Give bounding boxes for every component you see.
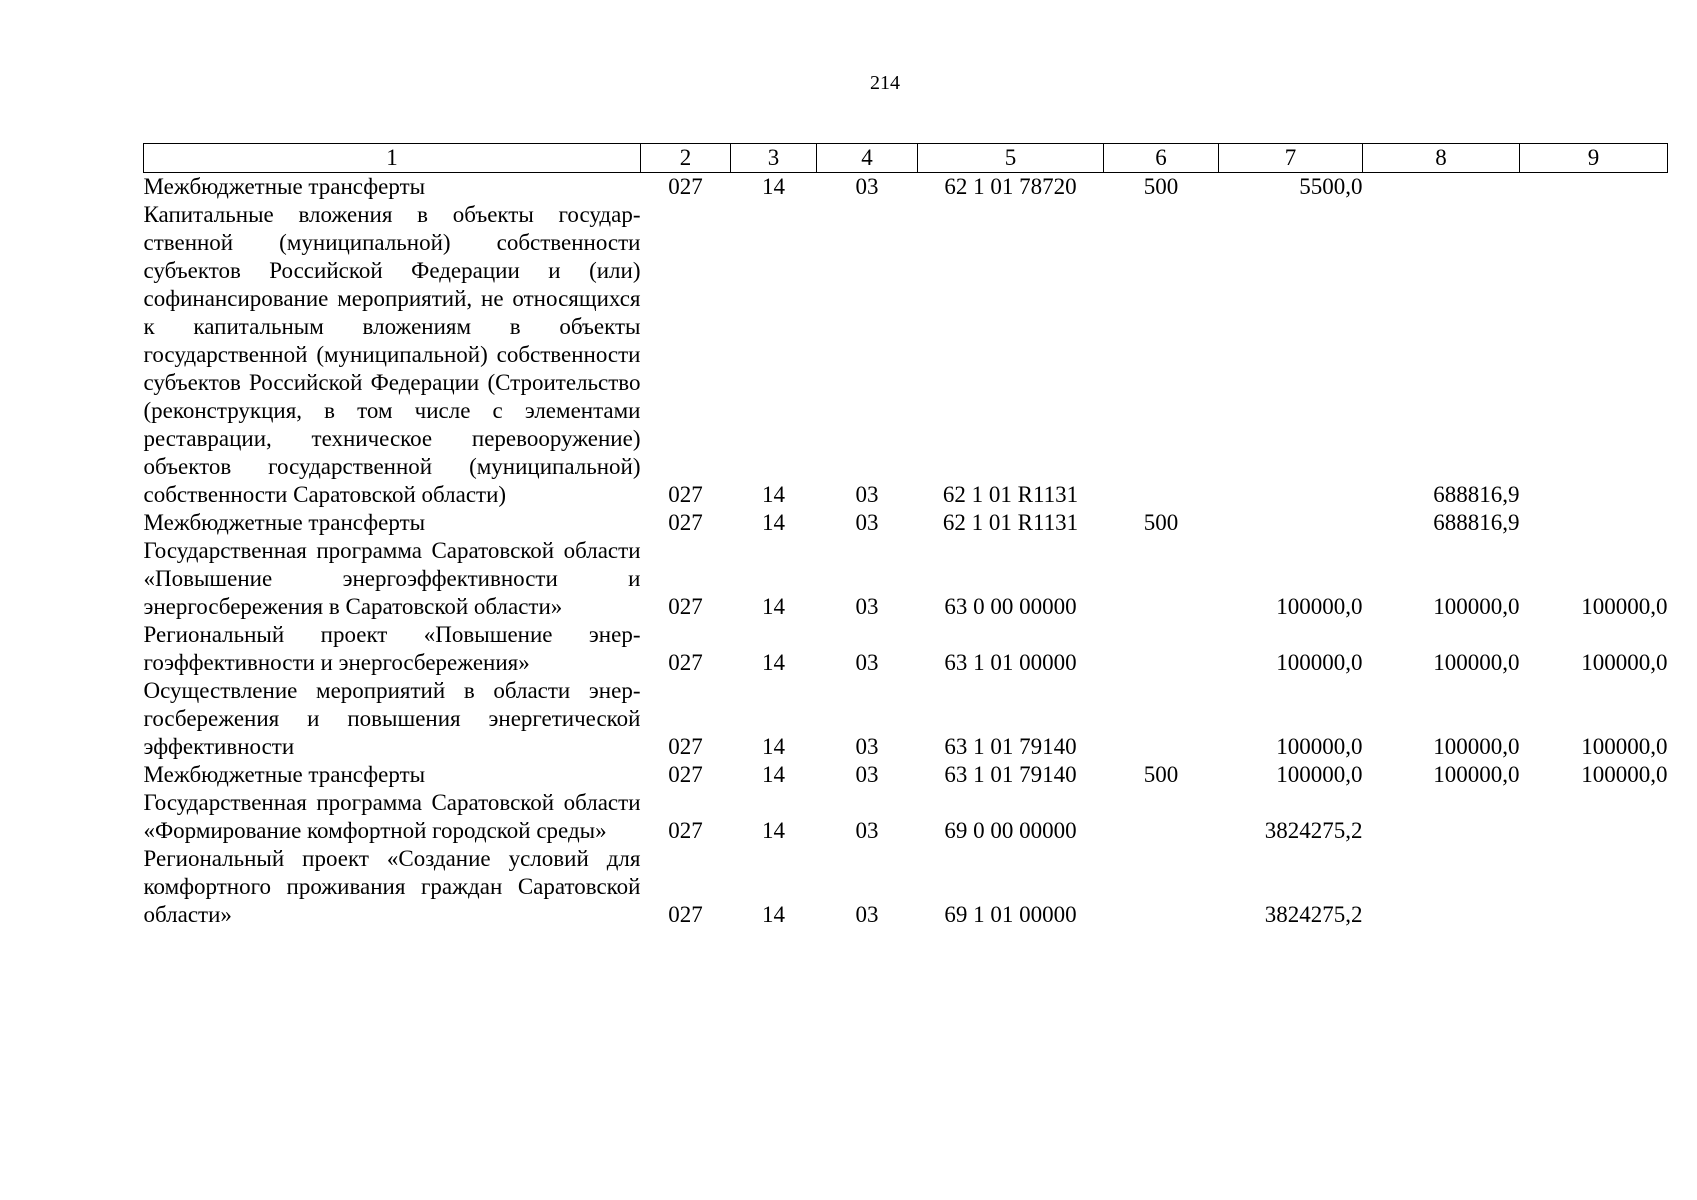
ministry-code: 027 xyxy=(668,902,703,927)
row-name: Государственная программа Саратовской области «Повышение энергоэффективности и энергосбережения в Саратовской области» xyxy=(143,538,641,619)
section-code: 14 xyxy=(762,174,785,199)
row-name: Межбюджетные трансферты xyxy=(143,510,426,535)
subsection-code: 03 xyxy=(855,902,879,927)
amount-col-9: 100000,0 xyxy=(1581,650,1668,675)
amount-col-7 xyxy=(1219,509,1363,537)
subsection-code: 03 xyxy=(855,594,879,619)
amount-col-7: 100000,0 xyxy=(1276,762,1363,787)
expense-type-code xyxy=(1104,677,1219,761)
amount-col-9 xyxy=(1520,509,1668,537)
section-code: 14 xyxy=(762,762,785,787)
amount-col-9: 100000,0 xyxy=(1581,762,1668,787)
row-name: Государственная программа Саратовской области «Формирование комфортной городской среды» xyxy=(143,790,641,843)
table-row xyxy=(144,621,1668,677)
table-row xyxy=(144,677,1668,761)
amount-col-8: 100000,0 xyxy=(1433,650,1520,675)
expense-type-code: 500 xyxy=(1143,762,1179,787)
target-article-code: 63 1 01 00000 xyxy=(944,650,1077,675)
amount-col-8: 100000,0 xyxy=(1433,734,1520,759)
amount-col-8 xyxy=(1363,845,1520,929)
amount-col-8: 688816,9 xyxy=(1433,482,1520,507)
ministry-code: 027 xyxy=(668,762,703,787)
section-code: 14 xyxy=(762,650,785,675)
expense-type-code xyxy=(1104,537,1219,621)
amount-col-7: 100000,0 xyxy=(1276,594,1363,619)
amount-col-9 xyxy=(1520,201,1668,509)
ministry-code: 027 xyxy=(668,594,703,619)
target-article-code: 69 0 00 00000 xyxy=(944,818,1077,843)
target-article-code: 69 1 01 00000 xyxy=(944,902,1077,927)
amount-col-7: 100000,0 xyxy=(1276,650,1363,675)
target-article-code: 63 1 01 79140 xyxy=(944,734,1077,759)
column-header: 8 xyxy=(1363,144,1520,173)
table-row xyxy=(144,201,1668,509)
section-code: 14 xyxy=(762,594,785,619)
section-code: 14 xyxy=(762,510,785,535)
amount-col-8 xyxy=(1363,173,1520,202)
table-row xyxy=(144,845,1668,929)
column-header: 9 xyxy=(1520,144,1668,173)
target-article-code: 62 1 01 R1131 xyxy=(942,482,1079,507)
column-header: 7 xyxy=(1219,144,1363,173)
ministry-code: 027 xyxy=(668,818,703,843)
amount-col-9 xyxy=(1520,845,1668,929)
page-number: 214 xyxy=(870,72,900,94)
row-name: Региональный проект «Создание условий для комфортного проживания граждан Саратовской области» xyxy=(143,846,641,927)
subsection-code: 03 xyxy=(855,734,879,759)
expense-type-code xyxy=(1104,621,1219,677)
amount-col-9: 100000,0 xyxy=(1581,594,1668,619)
amount-col-8 xyxy=(1363,789,1520,845)
table-row xyxy=(144,509,1668,537)
section-code: 14 xyxy=(762,734,785,759)
column-header: 2 xyxy=(641,144,731,173)
column-header: 3 xyxy=(731,144,817,173)
column-header: 6 xyxy=(1104,144,1219,173)
amount-col-8: 100000,0 xyxy=(1433,762,1520,787)
subsection-code: 03 xyxy=(855,482,879,507)
row-name: Капитальные вложения в объекты государственной (муниципальной) собственности субъектов Российской Федерации и (или) софинансирование мероприятий, не относящихся к капитальным вложениям в объекты государственной (муниципальной) собственности субъектов Российской Федерации (Строительство (реконструкция, в том числе с элементами реставрации, техническое перевооружение) объектов государственной (муниципальной) собственности Саратовской области) xyxy=(143,202,641,507)
budget-table xyxy=(143,143,1668,929)
subsection-code: 03 xyxy=(855,174,879,199)
row-name: Межбюджетные трансферты xyxy=(143,762,426,787)
column-header: 5 xyxy=(918,144,1104,173)
table-row xyxy=(144,789,1668,845)
column-header: 4 xyxy=(817,144,918,173)
section-code: 14 xyxy=(762,902,785,927)
table-row xyxy=(144,537,1668,621)
amount-col-7: 3824275,2 xyxy=(1264,818,1363,843)
section-code: 14 xyxy=(762,482,785,507)
target-article-code: 63 0 00 00000 xyxy=(944,594,1077,619)
target-article-code: 63 1 01 79140 xyxy=(944,762,1077,787)
expense-type-code xyxy=(1104,845,1219,929)
target-article-code: 62 1 01 78720 xyxy=(944,174,1077,199)
column-header: 1 xyxy=(144,144,641,173)
target-article-code: 62 1 01 R1131 xyxy=(942,510,1079,535)
ministry-code: 027 xyxy=(668,734,703,759)
expense-type-code: 500 xyxy=(1143,510,1179,535)
amount-col-8: 100000,0 xyxy=(1433,594,1520,619)
ministry-code: 027 xyxy=(668,174,703,199)
amount-col-8: 688816,9 xyxy=(1433,510,1520,535)
table-row xyxy=(144,761,1668,789)
row-name: Межбюджетные трансферты xyxy=(143,174,426,199)
ministry-code: 027 xyxy=(668,650,703,675)
amount-col-9 xyxy=(1520,173,1668,202)
amount-col-7: 100000,0 xyxy=(1276,734,1363,759)
amount-col-7 xyxy=(1219,201,1363,509)
column-header-row xyxy=(144,144,1668,173)
expense-type-code xyxy=(1104,789,1219,845)
row-name: Региональный проект «Повышение энергоэффективности и энергосбережения» xyxy=(143,622,641,675)
expense-type-code xyxy=(1104,201,1219,509)
ministry-code: 027 xyxy=(668,482,703,507)
table-row xyxy=(144,173,1668,202)
subsection-code: 03 xyxy=(855,650,879,675)
amount-col-9 xyxy=(1520,789,1668,845)
subsection-code: 03 xyxy=(855,510,879,535)
section-code: 14 xyxy=(762,818,785,843)
subsection-code: 03 xyxy=(855,762,879,787)
ministry-code: 027 xyxy=(668,510,703,535)
subsection-code: 03 xyxy=(855,818,879,843)
amount-col-9: 100000,0 xyxy=(1581,734,1668,759)
expense-type-code: 500 xyxy=(1143,174,1179,199)
row-name: Осуществление мероприятий в области энергосбережения и повышения энергетической эффективности xyxy=(143,678,641,759)
amount-col-7: 3824275,2 xyxy=(1264,902,1363,927)
amount-col-7: 5500,0 xyxy=(1299,174,1363,199)
